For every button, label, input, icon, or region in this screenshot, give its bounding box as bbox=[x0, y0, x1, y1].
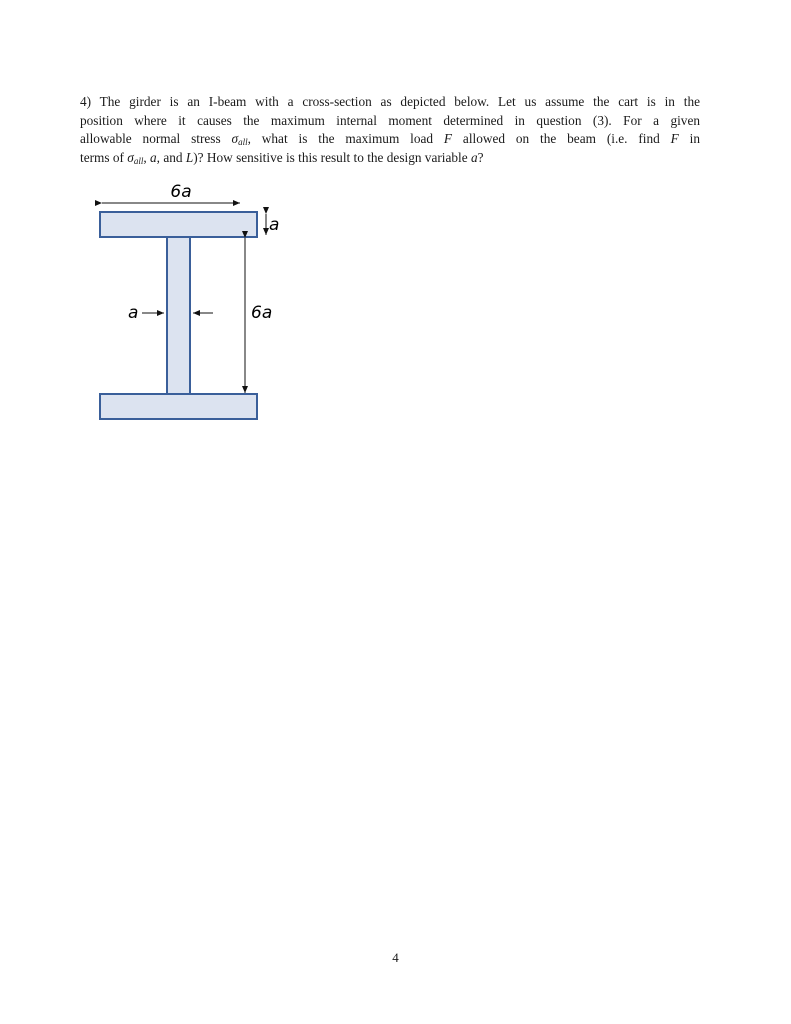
text-terms-of: terms of bbox=[80, 149, 128, 165]
problem-line-2 bbox=[80, 112, 700, 131]
var-F: F bbox=[443, 131, 453, 146]
web bbox=[167, 237, 190, 394]
label-web-thickness: a bbox=[128, 303, 139, 323]
ibeam-figure bbox=[88, 175, 298, 430]
page-number: 4 bbox=[392, 950, 399, 965]
bottom-flange bbox=[100, 394, 257, 419]
text-question-mark: ? bbox=[477, 149, 484, 165]
sigma-symbol-2: σ bbox=[127, 149, 134, 165]
problem-line-1 bbox=[80, 93, 700, 112]
text-max-load: , what is the maximum load bbox=[247, 131, 444, 146]
ibeam-diagram bbox=[88, 175, 298, 430]
problem-line-4 bbox=[80, 149, 700, 168]
text-and: , and bbox=[156, 149, 186, 165]
text-comma: , bbox=[143, 149, 151, 165]
problem-line-1-text: 4) The girder is an I-beam with a cross-section as depicted below. Let us assume the cart is in the bbox=[80, 94, 700, 109]
text-in: in bbox=[678, 131, 701, 146]
label-top-width: 6a bbox=[170, 182, 192, 202]
text-allowed: allowed on the beam (i.e. find bbox=[452, 131, 671, 146]
sigma-subscript-2: all bbox=[133, 155, 144, 166]
var-F-2: F bbox=[670, 131, 679, 146]
label-web-height: 6a bbox=[251, 303, 273, 323]
problem-line-3 bbox=[80, 130, 700, 149]
top-flange bbox=[100, 212, 257, 237]
text-allowable: allowable normal stress bbox=[80, 131, 232, 146]
var-a: a bbox=[150, 149, 157, 165]
label-flange-thickness: a bbox=[269, 215, 280, 235]
sigma-subscript: all bbox=[238, 137, 248, 147]
problem-statement bbox=[80, 93, 700, 167]
var-L: L bbox=[185, 149, 194, 165]
problem-line-2-text: position where it causes the maximum internal moment determined in question (3). For a given bbox=[80, 112, 700, 128]
text-sensitivity: )? How sensitive is this result to the design variable bbox=[193, 149, 471, 165]
sigma-symbol: σ bbox=[231, 131, 239, 146]
var-a-2: a bbox=[470, 149, 478, 165]
